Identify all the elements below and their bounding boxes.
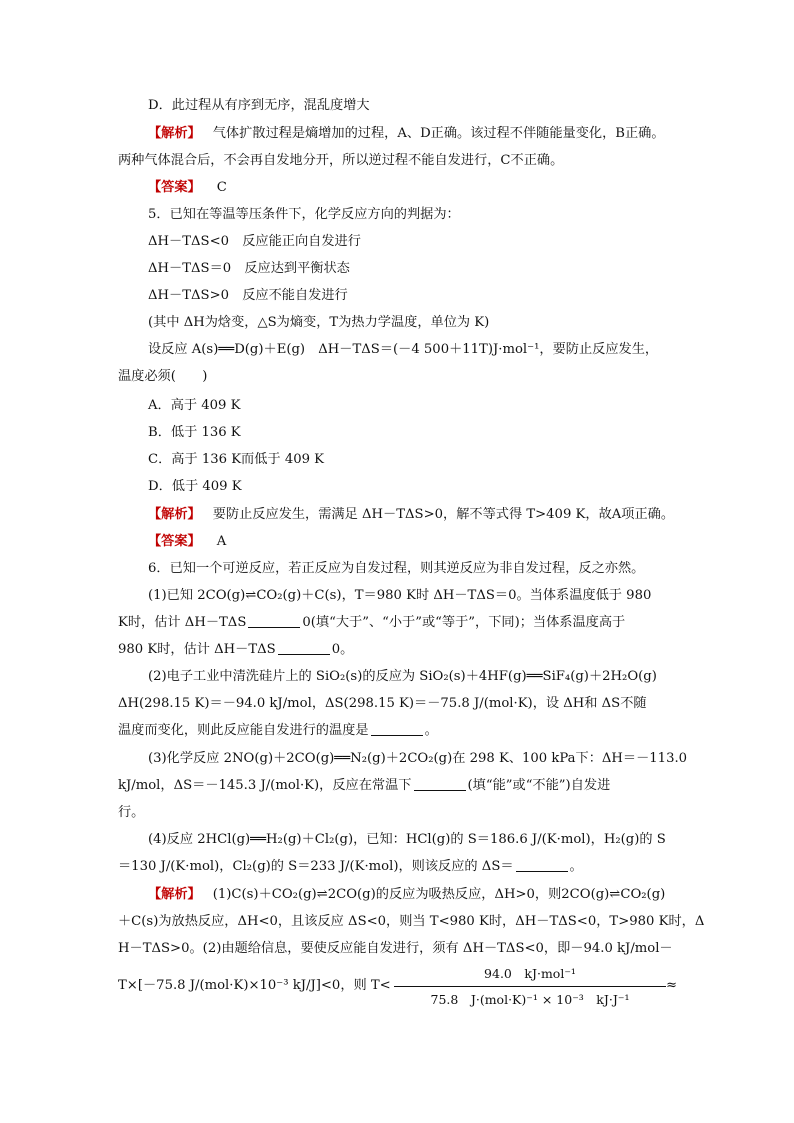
- approx-sign: ≈: [666, 978, 678, 993]
- fraction-numerator: 94.0 kJ·mol⁻¹: [484, 966, 576, 981]
- answer-blank[interactable]: [371, 721, 423, 736]
- analysis-line: 【解析】 (1)C(s)＋CO₂(g)⇌2CO(g)的反应为吸热反应，ΔH>0，则2CO(g)⇌CO₂(g): [148, 887, 666, 902]
- analysis-line: T×[－75.8 J/(mol·K)×10⁻³ kJ/J]<0，则 T<: [118, 978, 391, 993]
- analysis-line: H－TΔS>0。(2)由题给信息，要使反应能自发进行，须有 ΔH－TΔS<0，即－94.0 kJ/mol－: [118, 941, 673, 956]
- option-a: A．高于 409 K: [148, 398, 241, 413]
- answer-line: 【答案】 C: [148, 180, 227, 195]
- question-6-part-3: (3)化学反应 2NO(g)＋2CO(g)══N₂(g)＋2CO₂(g)在 298 K、100 kPa下：ΔH＝－113.0: [148, 751, 688, 766]
- question-6-part-2: (2)电子工业中清洗硅片上的 SiO₂(s)的反应为 SiO₂(s)＋4HF(g)══SiF₄(g)＋2H₂O(g): [148, 669, 657, 684]
- criterion-line: ΔH－TΔS<0 反应能正向自发进行: [148, 234, 361, 249]
- question-6-part-2: ΔH(298.15 K)＝－94.0 kJ/mol，ΔS(298.15 K)＝－75.8 J/(mol·K)，设 ΔH和 ΔS不随: [118, 696, 647, 711]
- question-6-part-4: (4)反应 2HCl(g)══H₂(g)＋Cl₂(g)，已知：HCl(g)的 S＝186.6 J/(K·mol)，H₂(g)的 S: [148, 832, 666, 847]
- answer-tag: 【答案】: [148, 534, 201, 549]
- answer-blank[interactable]: [516, 857, 568, 872]
- question-6-part-1: 980 K时，估计 ΔH－TΔS 0。: [118, 642, 354, 657]
- option-b: B．低于 136 K: [148, 425, 241, 440]
- note-line: (其中 ΔH为焓变，△S为熵变，T为热力学温度，单位为 K): [148, 315, 490, 330]
- question-6-part-3: kJ/mol，ΔS＝－145.3 J/(mol·K)，反应在常温下 (填“能”或“不能”)自发进: [118, 778, 611, 793]
- option-d-line: D．此过程从有序到无序，混乱度增大: [148, 98, 370, 113]
- criterion-line: ΔH－TΔS>0 反应不能自发进行: [148, 288, 348, 303]
- answer-tag: 【答案】: [148, 180, 201, 195]
- answer-blank[interactable]: [248, 613, 300, 628]
- analysis-line: 【解析】 气体扩散过程是熵增加的过程，A、D正确。该过程不伴随能量变化，B正确。: [148, 126, 665, 141]
- answer-blank[interactable]: [414, 776, 466, 791]
- question-6-part-2: 温度而变化，则此反应能自发进行的温度是 。: [118, 723, 438, 738]
- answer-line: 【答案】 A: [148, 534, 227, 549]
- analysis-line: ＋C(s)为放热反应，ΔH<0，且该反应 ΔS<0，则当 T<980 K时，ΔH－TΔS<0，T>980 K时，Δ: [118, 914, 705, 929]
- option-c: C．高于 136 K而低于 409 K: [148, 452, 325, 467]
- question-6-part-4: ＝130 J/(K·mol)，Cl₂(g)的 S＝233 J/(K·mol)，则该反应的 ΔS＝ 。: [118, 859, 583, 874]
- fraction-denominator: 75.8 J·(mol·K)⁻¹ × 10⁻³ kJ·J⁻¹: [430, 992, 630, 1007]
- analysis-tag: 【解析】: [148, 887, 201, 902]
- question-5-title: 5．已知在等温等压条件下，化学反应方向的判据为：: [148, 207, 460, 222]
- option-d: D．低于 409 K: [148, 479, 242, 494]
- question-6-part-1: K时，估计 ΔH－TΔS 0(填“大于”、“小于”或“等于”，下同)；当体系温度高于: [118, 615, 626, 630]
- criterion-line: ΔH－TΔS＝0 反应达到平衡状态: [148, 261, 350, 276]
- answer-blank[interactable]: [278, 640, 330, 655]
- question-6-title: 6．已知一个可逆反应，若正反应为自发过程，则其逆反应为非自发过程，反之亦然。: [148, 561, 645, 576]
- question-6-part-3: 行。: [118, 805, 145, 820]
- question-5-stem: 温度必须( ): [118, 369, 208, 384]
- analysis-line: 【解析】 要防止反应发生，需满足 ΔH－TΔS>0，解不等式得 T>409 K，故A项正确。: [148, 507, 675, 522]
- question-5-stem: 设反应 A(s)══D(g)＋E(g) ΔH－TΔS＝(－4 500＋11T)J·mol⁻¹，要防止反应发生，: [148, 342, 659, 357]
- question-6-part-1: (1)已知 2CO(g)⇌CO₂(g)＋C(s)，T＝980 K时 ΔH－TΔS＝0。当体系温度低于 980: [148, 588, 652, 603]
- analysis-line: 两种气体混合后，不会再自发地分开，所以逆过程不能自发进行，C不正确。: [118, 153, 564, 168]
- analysis-tag: 【解析】: [148, 126, 201, 141]
- analysis-tag: 【解析】: [148, 507, 201, 522]
- fraction-bar: [394, 986, 666, 987]
